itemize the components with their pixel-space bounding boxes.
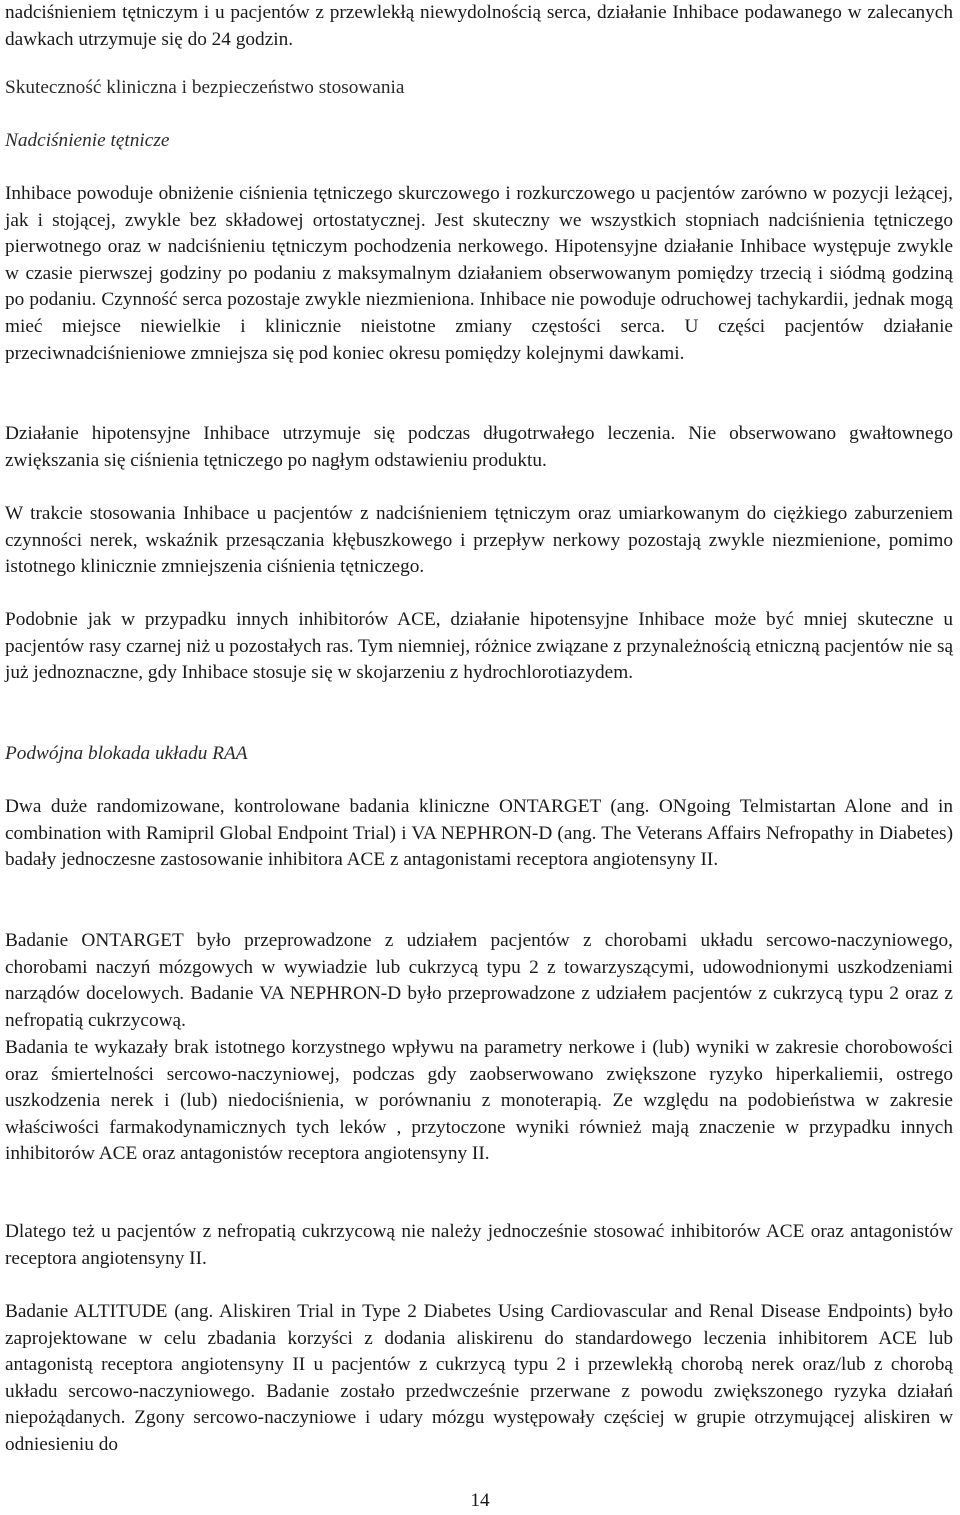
section-title: Skuteczność kliniczna i bezpieczeństwo stosowania	[5, 77, 405, 98]
subsection-title-hypertension: Nadciśnienie tętnicze	[5, 130, 170, 151]
paragraph-raa-1: Dwa duże randomizowane, kontrolowane badania kliniczne ONTARGET (ang. ONgoing Telmistartan Alone and in combination with Ramipril Global Endpoint Trial) i VA NEPHRON-D (ang. The Veterans Affairs Nefropathy in Diabetes) badały jednoczesne zastosowanie inhibitora ACE z antagonistami receptora angiotensyny II.	[5, 796, 953, 871]
page-number: 14	[470, 1490, 490, 1511]
paragraph-raa-5: Badanie ALTITUDE (ang. Aliskiren Trial in Type 2 Diabetes Using Cardiovascular and Renal Disease Endpoints) było zaprojektowane w celu zbadania korzyści z dodania aliskirenu do standardowego leczenia inhibitorem ACE lub antagonistą receptora angiotensyny II u pacjentów z cukrzycą typu 2 i przewlekłą chorobą nerek oraz/lub z chorobą układu sercowo-naczyniowego. Badanie zostało przedwcześnie przerwane z powodu zwiększonego ryzyka działań niepożądanych. Zgony sercowo-naczyniowe i udary mózgu występowały częściej w grupie otrzymującej aliskiren w odniesieniu do	[5, 1301, 953, 1455]
intro-paragraph: nadciśnieniem tętniczym i u pacjentów z przewlekłą niewydolnością serca, działanie Inhibace podawanego w zalecanych dawkach utrzymuje się do 24 godzin.	[5, 2, 953, 50]
paragraph-raa-3: Badania te wykazały brak istotnego korzystnego wpływu na parametry nerkowe i (lub) wyniki w zakresie chorobowości oraz śmiertelności sercowo-naczyniowej, podczas gdy zaobserwowano zwiększone ryzyko hiperkaliemii, ostrego uszkodzenia nerek i (lub) niedociśnienia, w porównaniu z monoterapią. Ze względu na podobieństwa w zakresie właściwości farmakodynamicznych tych leków , przytoczone wyniki również mają znaczenie w przypadku innych inhibitorów ACE oraz antagonistów receptora angiotensyny II.	[5, 1037, 953, 1165]
subsection-title-raa: Podwójna blokada układu RAA	[5, 743, 248, 764]
paragraph-hypertension-4: Podobnie jak w przypadku innych inhibitorów ACE, działanie hipotensyjne Inhibace może być mniej skuteczne u pacjentów rasy czarnej niż u pozostałych ras. Tym niemniej, różnice związane z przynależnością etniczną pacjentów nie są już jednoznaczne, gdy Inhibace stosuje się w skojarzeniu z hydrochlorotiazydem.	[5, 609, 954, 684]
paragraph-hypertension-1: Inhibace powoduje obniżenie ciśnienia tętniczego skurczowego i rozkurczowego u pacjentów zarówno w pozycji leżącej, jak i stojącej, zwykle bez składowej ortostatycznej. Jest skuteczny we wszystkich stopniach nadciśnienia tętniczego pierwotnego oraz w nadciśnieniu tętniczym pochodzenia nerkowego. Hipotensyjne działanie Inhibace występuje zwykle w czasie pierwszej godziny po podaniu z maksymalnym działaniem obserwowanym pomiędzy trzecią i siódmą godziną po podaniu. Czynność serca pozostaje zwykle niezmieniona. Inhibace nie powoduje odruchowej tachykardii, jednak mogą mieć miejsce niewielkie i klinicznie nieistotne zmiany częstości serca. U części pacjentów działanie przeciwnadciśnieniowe zmniejsza się pod koniec okresu pomiędzy kolejnymi dawkami.	[5, 183, 953, 364]
paragraph-raa-2: Badanie ONTARGET było przeprowadzone z udziałem pacjentów z chorobami układu sercowo-naczyniowego, chorobami naczyń mózgowych w wywiadzie lub cukrzycą typu 2 z towarzyszącymi, udowodnionymi uszkodzeniami narządów docelowych. Badanie VA NEPHRON-D było przeprowadzone z udziałem pacjentów z cukrzycą typu 2 oraz z nefropatią cukrzycową.	[5, 930, 953, 1031]
paragraph-raa-4: Dlatego też u pacjentów z nefropatią cukrzycową nie należy jednocześnie stosować inhibitorów ACE oraz antagonistów receptora angiotensyny II.	[5, 1221, 953, 1269]
paragraph-hypertension-2: Działanie hipotensyjne Inhibace utrzymuje się podczas długotrwałego leczenia. Nie obserwowano gwałtownego zwiększania się ciśnienia tętniczego po nagłym odstawieniu produktu.	[5, 423, 953, 471]
paragraph-hypertension-3: W trakcie stosowania Inhibace u pacjentów z nadciśnieniem tętniczym oraz umiarkowanym do ciężkiego zaburzeniem czynności nerek, wskaźnik przesączania kłębuszkowego i przepływ nerkowy pozostają zwykle niezmienione, pomimo istotnego klinicznie zmniejszenia ciśnienia tętniczego.	[5, 503, 953, 578]
